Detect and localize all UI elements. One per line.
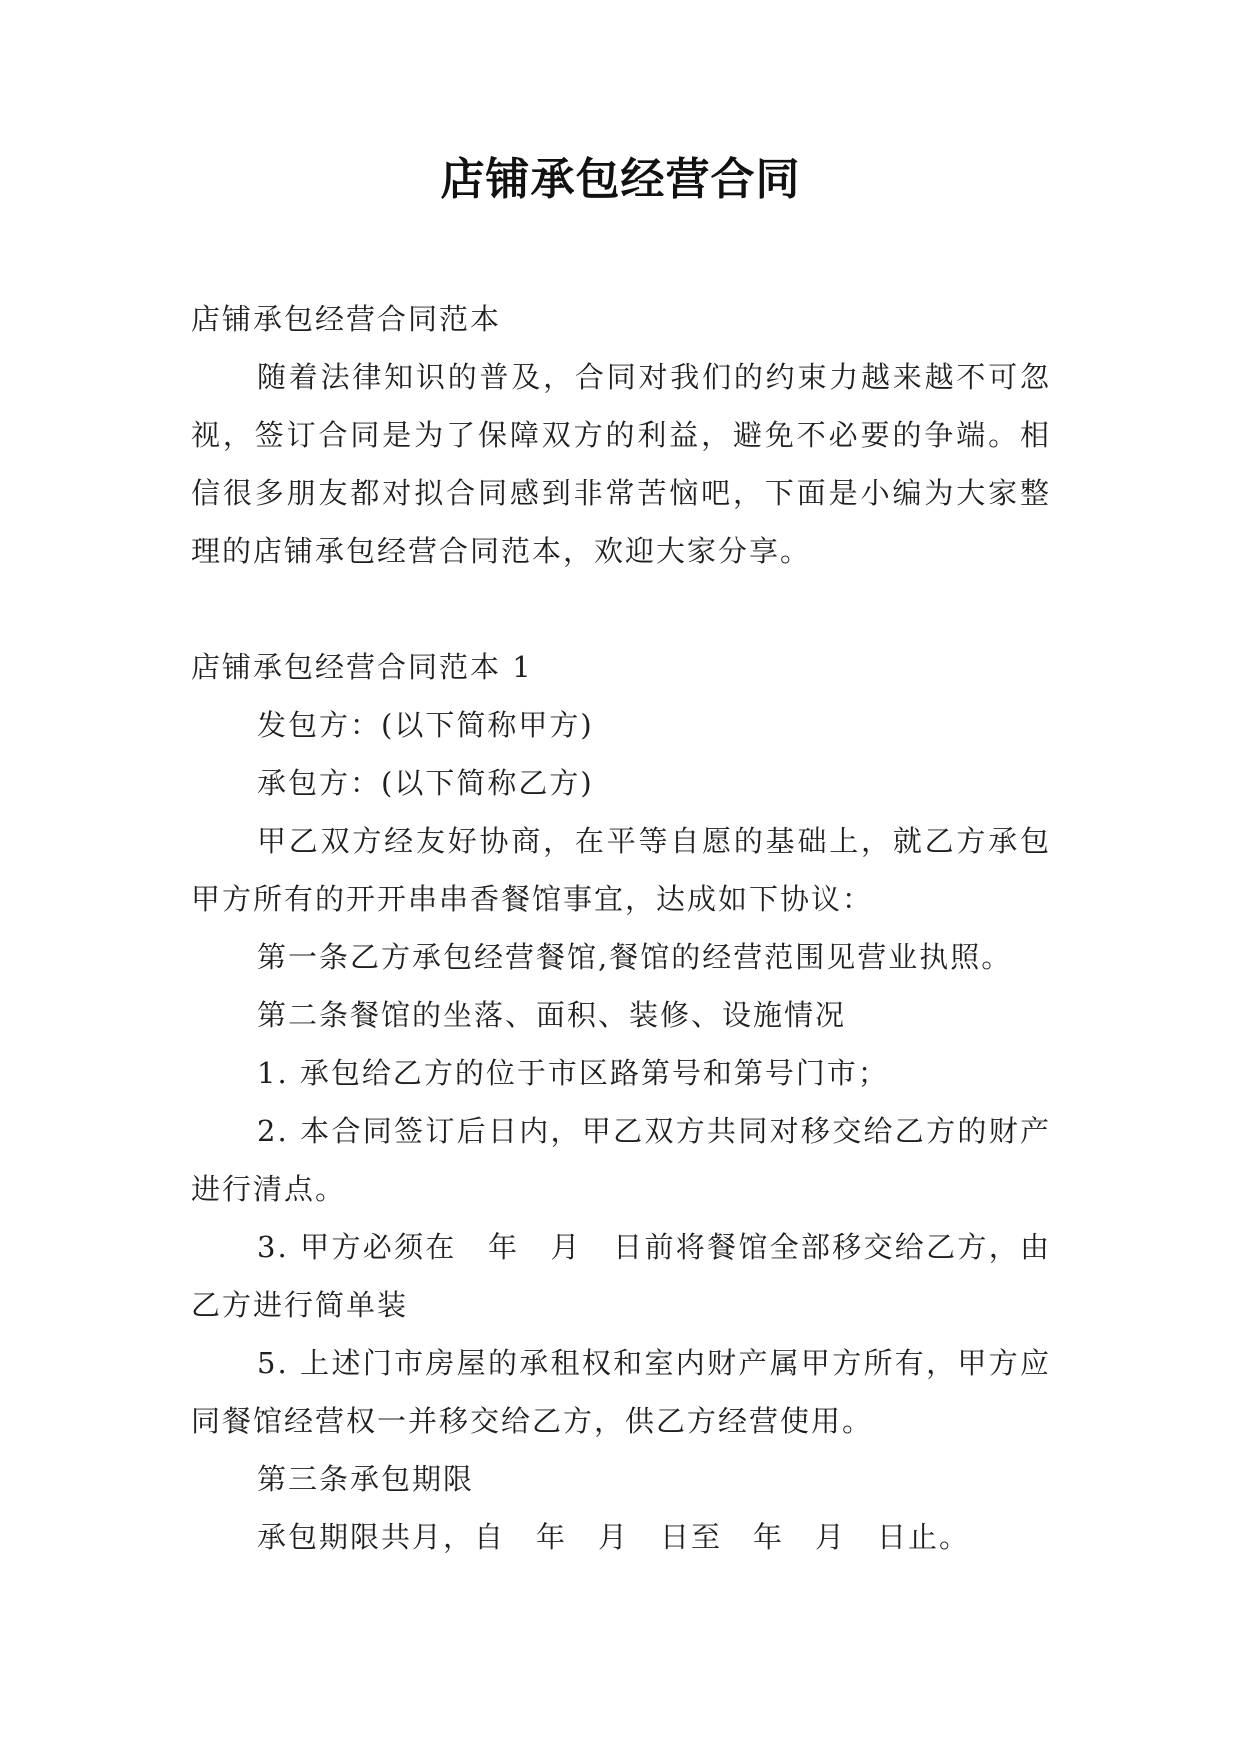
contract-paragraph: 1. 承包给乙方的位于市区路第号和第号门市； [257,1056,889,1090]
sample-heading: 店铺承包经营合同范本 1 [191,650,533,684]
contract-paragraph: 第三条承包期限 [257,1462,475,1496]
document-body [191,290,1051,1566]
intro-paragraph: 随着法律知识的普及，合同对我们的约束力越来越不可忽视，签订合同是为了保障双方的利益，避免不必要的争端。相信很多朋友都对拟合同感到非常苦恼吧，下面是小编为大家整理的店铺承包经营合同范本，欢迎大家分享。 [191,360,1051,568]
paragraph-gap [191,580,1051,638]
contract-paragraph: 2. 本合同签订后日内，甲乙双方共同对移交给乙方的财产进行清点。 [191,1114,1051,1206]
contract-paragraph: 第二条餐馆的坐落、面积、装修、设施情况 [257,998,847,1032]
contract-paragraph: 3. 甲方必须在 年 月 日前将餐馆全部移交给乙方，由乙方进行简单装 [191,1230,1051,1322]
contract-paragraph: 承包期限共月，自 年 月 日至 年 月 日止。 [257,1520,971,1554]
contract-paragraph: 5. 上述门市房屋的承租权和室内财产属甲方所有，甲方应同餐馆经营权一并移交给乙方，供乙方经营使用。 [191,1346,1051,1438]
section-heading: 店铺承包经营合同范本 [191,302,502,336]
contract-paragraph: 第一条乙方承包经营餐馆,餐馆的经营范围见营业执照。 [257,940,1013,974]
page-title: 店铺承包经营合同 [440,154,801,205]
contract-paragraph: 承包方：(以下简称乙方) [257,766,594,800]
contract-paragraph: 发包方：(以下简称甲方) [257,708,594,742]
contract-paragraph: 甲乙双方经友好协商，在平等自愿的基础上，就乙方承包甲方所有的开开串串香餐馆事宜，达成如下协议： [191,824,1051,916]
